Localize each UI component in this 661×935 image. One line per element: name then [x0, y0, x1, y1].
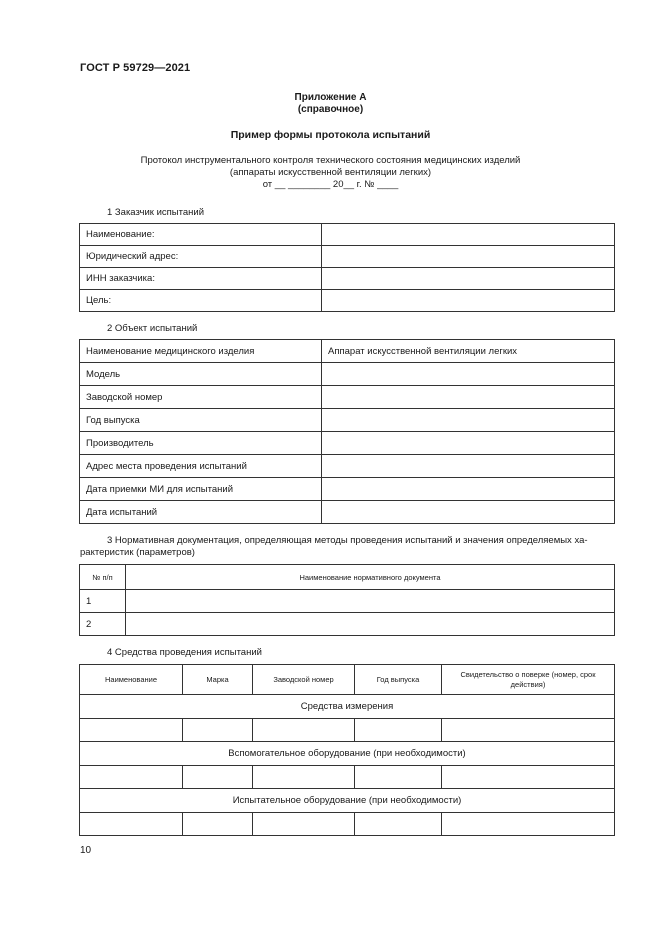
group-row: [80, 695, 615, 719]
group-measuring: Средства измерения: [80, 695, 615, 719]
cell-label: Дата приемки МИ для испытаний: [80, 478, 322, 501]
table-row: [80, 224, 615, 246]
table-row: [80, 613, 615, 636]
cell-value[interactable]: [322, 478, 615, 501]
cell-document[interactable]: [126, 613, 615, 636]
cell-certificate[interactable]: [442, 719, 615, 742]
table-row: [80, 813, 615, 836]
cell-name[interactable]: [80, 813, 183, 836]
standard-number: ГОСТ Р 59729—2021: [80, 62, 191, 74]
table-row: [80, 478, 615, 501]
form-title: Пример формы протокола испытаний: [230, 129, 431, 141]
cell-year[interactable]: [355, 719, 442, 742]
table-row: [80, 432, 615, 455]
cell-value[interactable]: [322, 455, 615, 478]
section-3-title-line-2: рактеристик (параметров): [80, 547, 195, 558]
cell-label: Наименование:: [80, 224, 322, 246]
cell-brand[interactable]: [183, 766, 253, 789]
table-row: [80, 386, 615, 409]
cell-value[interactable]: [322, 386, 615, 409]
cell-brand[interactable]: [183, 719, 253, 742]
table-row: [80, 455, 615, 478]
cell-value[interactable]: Аппарат искусственной вентиляции легких: [322, 340, 615, 363]
table-row: [80, 501, 615, 524]
cell-label: Модель: [80, 363, 322, 386]
cell-label: Заводской номер: [80, 386, 322, 409]
cell-number: 2: [80, 613, 126, 636]
protocol-line-3: от __ ________ 20__ г. № ____: [262, 179, 399, 190]
appendix-heading: [0, 92, 661, 116]
protocol-line-1: Протокол инструментального контроля технического состояния медицинских изделий: [140, 155, 521, 166]
section-1-title: 1 Заказчик испытаний: [107, 207, 204, 218]
normative-docs-table: [79, 564, 615, 636]
table-row: [80, 766, 615, 789]
table-row: [80, 409, 615, 432]
object-table: [79, 339, 615, 524]
group-auxiliary: Вспомогательное оборудование (при необходимости): [80, 742, 615, 766]
cell-value[interactable]: [322, 432, 615, 455]
group-row: [80, 742, 615, 766]
cell-label: Цель:: [80, 290, 322, 312]
cell-number: 1: [80, 590, 126, 613]
header-document: Наименование нормативного документа: [126, 565, 615, 590]
cell-label: ИНН заказчика:: [80, 268, 322, 290]
table-row: [80, 363, 615, 386]
cell-year[interactable]: [355, 766, 442, 789]
cell-serial[interactable]: [253, 719, 355, 742]
header-name: Наименование: [80, 665, 183, 695]
table-row: [80, 290, 615, 312]
cell-certificate[interactable]: [442, 766, 615, 789]
cell-serial[interactable]: [253, 766, 355, 789]
cell-value[interactable]: [322, 224, 615, 246]
cell-year[interactable]: [355, 813, 442, 836]
appendix-subtitle: (справочное): [297, 104, 364, 115]
header-number: № п/п: [80, 565, 126, 590]
cell-label: Адрес места проведения испытаний: [80, 455, 322, 478]
cell-label: Год выпуска: [80, 409, 322, 432]
cell-document[interactable]: [126, 590, 615, 613]
header-serial: Заводской номер: [253, 665, 355, 695]
equipment-table: [79, 664, 615, 836]
header-year: Год выпуска: [355, 665, 442, 695]
table-header-row: [80, 665, 615, 695]
table-row: [80, 590, 615, 613]
cell-name[interactable]: [80, 719, 183, 742]
group-testing: Испытательное оборудование (при необходимости): [80, 789, 615, 813]
customer-table: [79, 223, 615, 312]
table-row: [80, 340, 615, 363]
cell-name[interactable]: [80, 766, 183, 789]
cell-label: Производитель: [80, 432, 322, 455]
section-3-title: [80, 535, 615, 559]
cell-label: Юридический адрес:: [80, 246, 322, 268]
section-3-title-line-1: 3 Нормативная документация, определяющая методы проведения испытаний и значения определяемых ха-: [107, 535, 588, 546]
section-4-title: 4 Средства проведения испытаний: [107, 647, 262, 658]
group-row: [80, 789, 615, 813]
cell-value[interactable]: [322, 501, 615, 524]
table-row: [80, 246, 615, 268]
page-number: 10: [80, 845, 92, 856]
cell-certificate[interactable]: [442, 813, 615, 836]
appendix-title: Приложение А: [294, 92, 367, 103]
section-2-title: 2 Объект испытаний: [107, 323, 198, 334]
header-certificate: Свидетельство о поверке (номер, срок действия): [442, 665, 615, 695]
cell-brand[interactable]: [183, 813, 253, 836]
table-header-row: [80, 565, 615, 590]
cell-value[interactable]: [322, 409, 615, 432]
table-row: [80, 719, 615, 742]
cell-serial[interactable]: [253, 813, 355, 836]
cell-label: Наименование медицинского изделия: [80, 340, 322, 363]
protocol-line-2: (аппараты искусственной вентиляции легких): [229, 167, 432, 178]
cell-label: Дата испытаний: [80, 501, 322, 524]
cell-value[interactable]: [322, 268, 615, 290]
cell-value[interactable]: [322, 363, 615, 386]
table-row: [80, 268, 615, 290]
protocol-title: [0, 155, 661, 191]
header-brand: Марка: [183, 665, 253, 695]
cell-value[interactable]: [322, 246, 615, 268]
cell-value[interactable]: [322, 290, 615, 312]
